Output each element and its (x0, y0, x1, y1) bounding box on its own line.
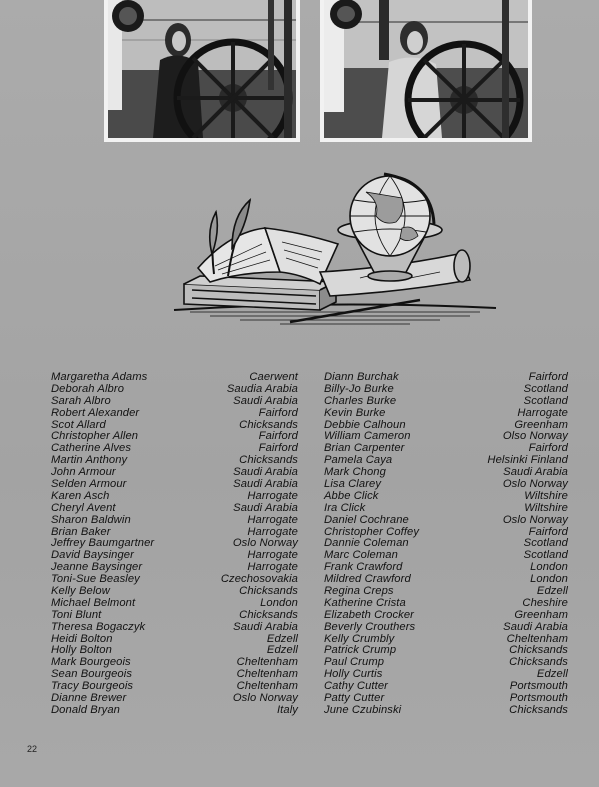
location-name: Wiltshire (524, 501, 568, 514)
location-name: Scotland (523, 537, 568, 550)
person-name: Regina Creps (324, 585, 394, 598)
location-name: Fairford (258, 430, 298, 443)
location-name: Cheltenham (236, 656, 298, 669)
location-name: Saudi Arabia (233, 501, 298, 514)
person-name: Karen Asch (51, 489, 110, 502)
location-name: Chicksands (509, 656, 568, 669)
person-name: Marc Coleman (324, 549, 398, 562)
location-name: Portsmouth (509, 692, 568, 705)
location-name: Harrogate (247, 549, 298, 562)
location-name: Oslo Norway (502, 513, 568, 526)
person-name: Mildred Crawford (324, 573, 411, 586)
person-name: Martin Anthony (51, 454, 128, 467)
person-name: Paul Crump (324, 656, 385, 669)
location-name: Oslo Norway (232, 692, 298, 705)
person-name: Brian Baker (51, 525, 111, 538)
books-globe-quill-map-icon (170, 172, 500, 344)
person-name: Selden Armour (51, 478, 127, 491)
person-name: Diann Burchak (324, 371, 399, 383)
person-name: Cathy Cutter (324, 680, 388, 693)
location-name: Fairford (528, 525, 568, 538)
person-name: Jeffrey Baumgartner (51, 537, 155, 550)
person-name: Elizabeth Crocker (324, 608, 414, 621)
person-name: Ira Click (324, 501, 366, 514)
location-name: Scotland (523, 549, 568, 562)
ship-wheel-photo-icon (324, 0, 528, 138)
person-name: David Baysinger (51, 549, 134, 562)
person-name: Christopher Allen (51, 430, 139, 443)
person-name: Billy-Jo Burke (324, 382, 394, 395)
photo-right (320, 0, 532, 142)
location-name: Cheshire (522, 596, 568, 609)
location-name: Saudi Arabia (233, 466, 298, 479)
person-name: Tracy Bourgeois (51, 680, 134, 693)
location-name: Caerwent (249, 371, 298, 383)
location-name: London (260, 596, 298, 609)
person-name: Patty Cutter (324, 692, 385, 705)
person-name: Patrick Crump (324, 644, 397, 657)
location-name: Olso Norway (502, 430, 568, 443)
location-name: Harrogate (247, 561, 298, 574)
location-name: Cheltenham (236, 668, 298, 681)
person-name: Debbie Calhoun (324, 418, 406, 431)
person-name: Catherine Alves (51, 442, 132, 455)
location-name: Helsinki Finland (487, 454, 568, 467)
person-name: Mark Chong (324, 466, 386, 479)
person-name: William Cameron (324, 430, 411, 443)
person-name: Robert Alexander (51, 406, 140, 419)
person-name: Kevin Burke (324, 406, 386, 419)
location-name: Chicksands (509, 703, 568, 716)
left-places-list (190, 372, 298, 717)
location-name: Czechosovakia (220, 573, 298, 586)
location-name: Saudi Arabia (503, 620, 568, 633)
location-name: Saudi Arabia (233, 478, 298, 491)
location-name: Harrogate (517, 406, 568, 419)
location-name: Harrogate (247, 525, 298, 538)
person-name: Charles Burke (324, 394, 397, 407)
person-name: Sean Bourgeois (51, 668, 133, 681)
person-name: Sharon Baldwin (51, 513, 131, 526)
location-name: Cheltenham (236, 680, 298, 693)
person-name: Deborah Albro (51, 382, 125, 395)
person-name: Margaretha Adams (51, 371, 148, 383)
location-name: Oslo Norway (232, 537, 298, 550)
person-name: Daniel Cochrane (324, 513, 409, 526)
location-name: Chicksands (509, 644, 568, 657)
person-name: Holly Curtis (324, 668, 383, 681)
location-name: Edzell (266, 644, 298, 657)
person-name: Lisa Clarey (324, 478, 382, 491)
location-name: Scotland (523, 382, 568, 395)
person-name: Donald Bryan (51, 703, 120, 716)
person-name: Heidi Bolton (51, 632, 113, 645)
person-name: Frank Crawford (324, 561, 403, 574)
location-name: Edzell (536, 585, 568, 598)
location-name: Fairford (528, 371, 568, 383)
location-name: Fairford (258, 406, 298, 419)
person-name: Beverly Crouthers (324, 620, 416, 633)
person-name: Holly Bolton (51, 644, 112, 657)
person-name: June Czubinski (324, 703, 402, 716)
location-name: Saudia Arabia (226, 382, 298, 395)
person-name: Mark Bourgeois (51, 656, 131, 669)
photo-left (104, 0, 300, 142)
location-name: Italy (276, 703, 298, 716)
location-name: Oslo Norway (502, 478, 568, 491)
person-name: Toni Blunt (51, 608, 102, 621)
person-name: Sarah Albro (51, 394, 111, 407)
person-name: Scot Allard (51, 418, 106, 431)
person-name: John Armour (51, 466, 116, 479)
location-name: Cheltenham (506, 632, 568, 645)
location-name: Harrogate (247, 513, 298, 526)
location-name: London (530, 573, 568, 586)
page-number: 22 (27, 744, 38, 754)
person-name: Toni-Sue Beasley (51, 573, 140, 586)
person-name: Kelly Crumbly (324, 632, 395, 645)
location-name: Chicksands (239, 585, 298, 598)
location-name: Saudi Arabia (233, 394, 298, 407)
right-places-list (460, 372, 568, 717)
person-name: Christopher Coffey (324, 525, 420, 538)
location-name: Chicksands (239, 418, 298, 431)
location-name: Wiltshire (524, 489, 568, 502)
location-name: Edzell (536, 668, 568, 681)
person-name: Dannie Coleman (324, 537, 409, 550)
location-name: Chicksands (239, 454, 298, 467)
ship-wheel-photo-icon (108, 0, 296, 138)
person-name: Jeanne Baysinger (51, 561, 143, 574)
location-name: Edzell (266, 632, 298, 645)
person-name: Michael Belmont (51, 596, 136, 609)
location-name: Fairford (258, 442, 298, 455)
person-name: Kelly Below (51, 585, 110, 598)
person-name: Cheryl Avent (51, 501, 116, 514)
location-name: Saudi Arabia (233, 620, 298, 633)
location-name: Harrogate (247, 489, 298, 502)
location-name: Saudi Arabia (503, 466, 568, 479)
location-name: Greenham (514, 608, 568, 621)
person-name: Pamela Caya (324, 454, 393, 467)
location-name: Scotland (523, 394, 568, 407)
location-name: London (530, 561, 568, 574)
person-name: Theresa Bogaczyk (51, 620, 146, 633)
location-name: Fairford (528, 442, 568, 455)
location-name: Chicksands (239, 608, 298, 621)
location-name: Greenham (514, 418, 568, 431)
person-name: Brian Carpenter (324, 442, 405, 455)
books-globe-illustration (170, 172, 500, 344)
location-name: Portsmouth (509, 680, 568, 693)
person-name: Katherine Crista (324, 596, 406, 609)
person-name: Dianne Brewer (51, 692, 127, 705)
person-name: Abbe Click (324, 489, 379, 502)
